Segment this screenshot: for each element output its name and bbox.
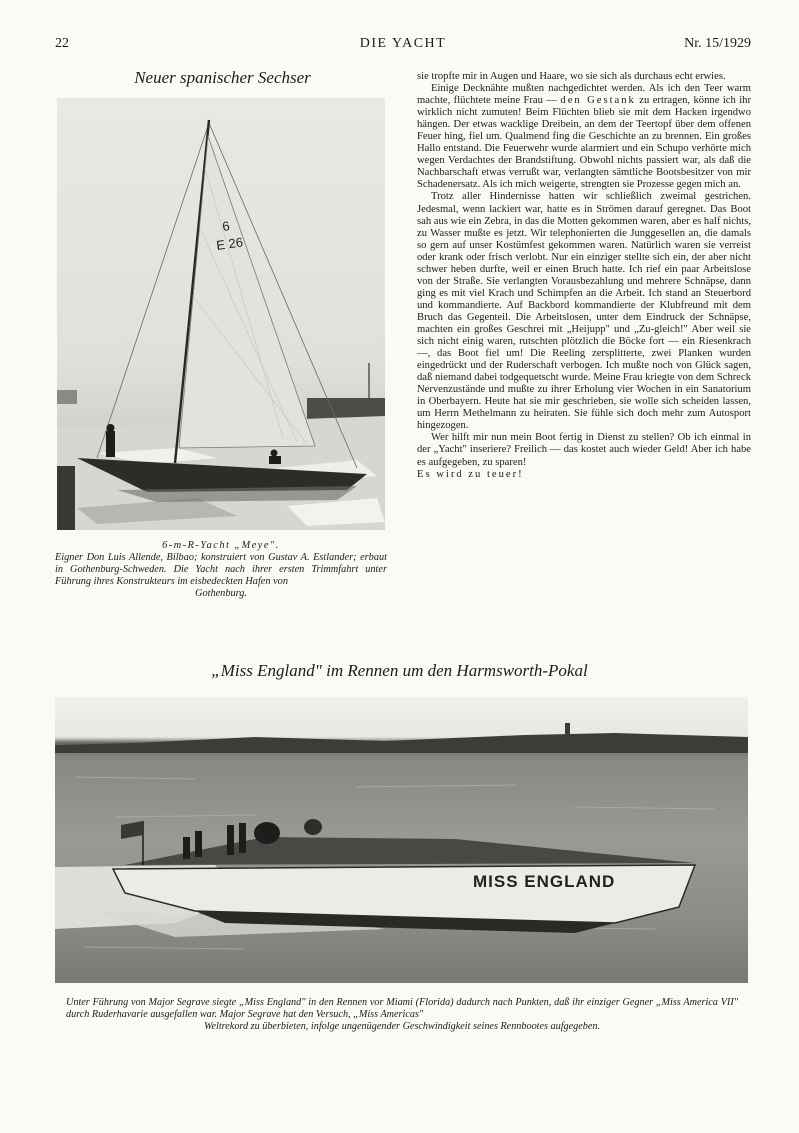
- text-run: Einige Decknähte mußten nachgedichtet werden. Als ich den Teer warm machte, flüchtete meine Frau —: [417, 83, 751, 107]
- closing-line: Es wird zu teuer!: [417, 468, 524, 480]
- caption-last-line: Weltrekord zu überbieten, infolge ungenügender Geschwindigkeit seines Rennbootes aufgegeben.: [203, 1021, 601, 1033]
- crew-head: [107, 424, 115, 432]
- deck: [125, 837, 695, 865]
- mechanic-head: [304, 819, 322, 835]
- paragraph: sie tropfte mir in Augen und Haare, wo sie sich als durchaus echt erwies.: [417, 71, 726, 82]
- page-header: [55, 36, 751, 54]
- helmsman: [269, 456, 281, 464]
- speedboat-illustration: [55, 697, 748, 983]
- page-number: 22: [55, 36, 69, 51]
- sail-number-top: 6: [221, 218, 231, 234]
- sailing-yacht-photo: [57, 98, 385, 530]
- text-run: zu ertragen, könne ich ihr wirklich nicht zumuten! Beim Flüchten blieb sie mit dem Hacken irgendwo hängen. Der etwas wacklige Dreibein, an dem der Teertopf über dem offenen Feuer hing, fiel um. Qualmend fing die Geschichte an zu brennen. Ein großes Hallo entstand. Die Feuerwehr wurde alarmiert und ein Schupo verhörte mich wegen Verdachtes der Brandstiftung. Obwohl nichts passiert war, als daß die Nachbarschaft etwas verrußt war, verlangten sämtliche Bootsbesitzer von mir Schadenersatz. Als ich mich weigerte, strengten sie Prozesse gegen mich an.: [417, 95, 751, 191]
- paragraph: Trotz aller Hindernisse hatten wir schließlich zweimal gestrichen. Jedesmal, wenn lackiert war, hatte es in Strömen darauf geregnet. Das Boot sah aus wie ein Zebra, in das die Motten gekommen waren, aber es half nichts, zu Wasser mußte es jetzt. Wir telephonierten die Junggesellen an, die damals so gern auf unser Kostümfest gekommen waren. Natürlich waren sie verreist oder krank oder frisch verlobt. Nur ein einziger stellte sich ein, der aber nicht schwer heben durfte, weil er einen Bruch hatte. Ich rief ein paar Arbeitslose von der Straße. Sie verlangten Vorausbezahlung und mehrere Schnäpse, dann ging es mit viel Krach und Schimpfen an die Arbeit. Ich stand an Steuerbord und kommandierte. Auf Backbord kommandierte der Klubfreund mit dem Bruch das Gegenteil. Die Arbeitslosen, unter dem Eindruck der Schnäpse, machten ein großes Geschrei mit „Heijupp" und „Zu-gleich!" Aber weil sie sich nicht einig waren, rutschten plötzlich die Böcke fort — ein Riesenkrach —, das Boot fiel um! Die Reeling zersplitterte, zwei Planken wurden eingedrückt und der Ruderschaft verbogen. Ich mußte noch von Glück sagen, daß niemand dabei todgequetscht wurde. Meine Frau kriegte von dem Schreck Nervenzustände und mußte zu ihrer Erholung vier Wochen in ein Sanatorium in Oberbayern. Heute hat sie mir geschrieben, sie wolle sich scheiden lassen, um Herrn Methelmann zu heiraten. Sie fühle sich doch mehr zum Autosport hingezogen.: [417, 191, 751, 432]
- article1-caption: [55, 540, 387, 600]
- shoreline: [55, 733, 748, 753]
- mainsail: [179, 136, 315, 448]
- flag: [121, 821, 143, 839]
- helmsman-head: [271, 450, 278, 457]
- exhaust-stack: [183, 837, 190, 859]
- spaced-text: den Gestank: [560, 95, 636, 107]
- driver-helmet: [254, 822, 280, 844]
- exhaust-stack: [195, 831, 202, 857]
- caption-body: Unter Führung von Major Segrave siegte „Miss England" in den Rennen vor Miami (Florida) dadurch nach Punkten, daß ihr einziger Gegner „Miss America VII" durch Ruderhavarie ausgefallen war. Major Segrave hat den Versuch, „Miss Americas": [66, 997, 738, 1021]
- speedboat-photo: [55, 697, 748, 983]
- pier-post: [57, 466, 75, 530]
- caption-headline: 6-m-R-Yacht „Meye".: [162, 540, 280, 551]
- article1-title: Neuer spanischer Sechser: [134, 68, 311, 87]
- boat-name-lettering: MISS ENGLAND: [473, 872, 616, 891]
- article2-title: „Miss England" im Rennen um den Harmsworth-Pokal: [211, 661, 588, 680]
- crew-member: [106, 431, 115, 457]
- exhaust-stack: [239, 823, 246, 853]
- caption-body: Eigner Don Luis Allende, Bilbao; konstruiert von Gustav A. Estlander; erbaut in Gothenburg-Schweden. Die Yacht nach ihrer ersten Trimmfahrt unter Führung ihres Konstrukteurs im eisbedeckten Hafen von: [55, 552, 387, 588]
- article2-caption: [66, 997, 738, 1033]
- exhaust-stack: [227, 825, 234, 855]
- paragraph: Wer hilft mir nun mein Boot fertig in Dienst zu stellen? Ob ich einmal in der „Yacht" inseriere? Freilich — das kostet auch wieder Geld! Aber ich habe es aufgegeben, zu sparen!: [417, 432, 751, 468]
- caption-last-line: Gothenburg.: [195, 588, 247, 600]
- distant-tower: [565, 723, 570, 737]
- sailing-yacht-illustration: [57, 98, 385, 530]
- article-text-column: [417, 71, 751, 481]
- sail-number-bottom: E 26: [215, 234, 244, 253]
- magazine-title: DIE YACHT: [359, 36, 447, 51]
- paragraph: [417, 83, 751, 191]
- harbor-structure: [57, 390, 77, 404]
- issue-number: Nr. 15/1929: [684, 36, 751, 51]
